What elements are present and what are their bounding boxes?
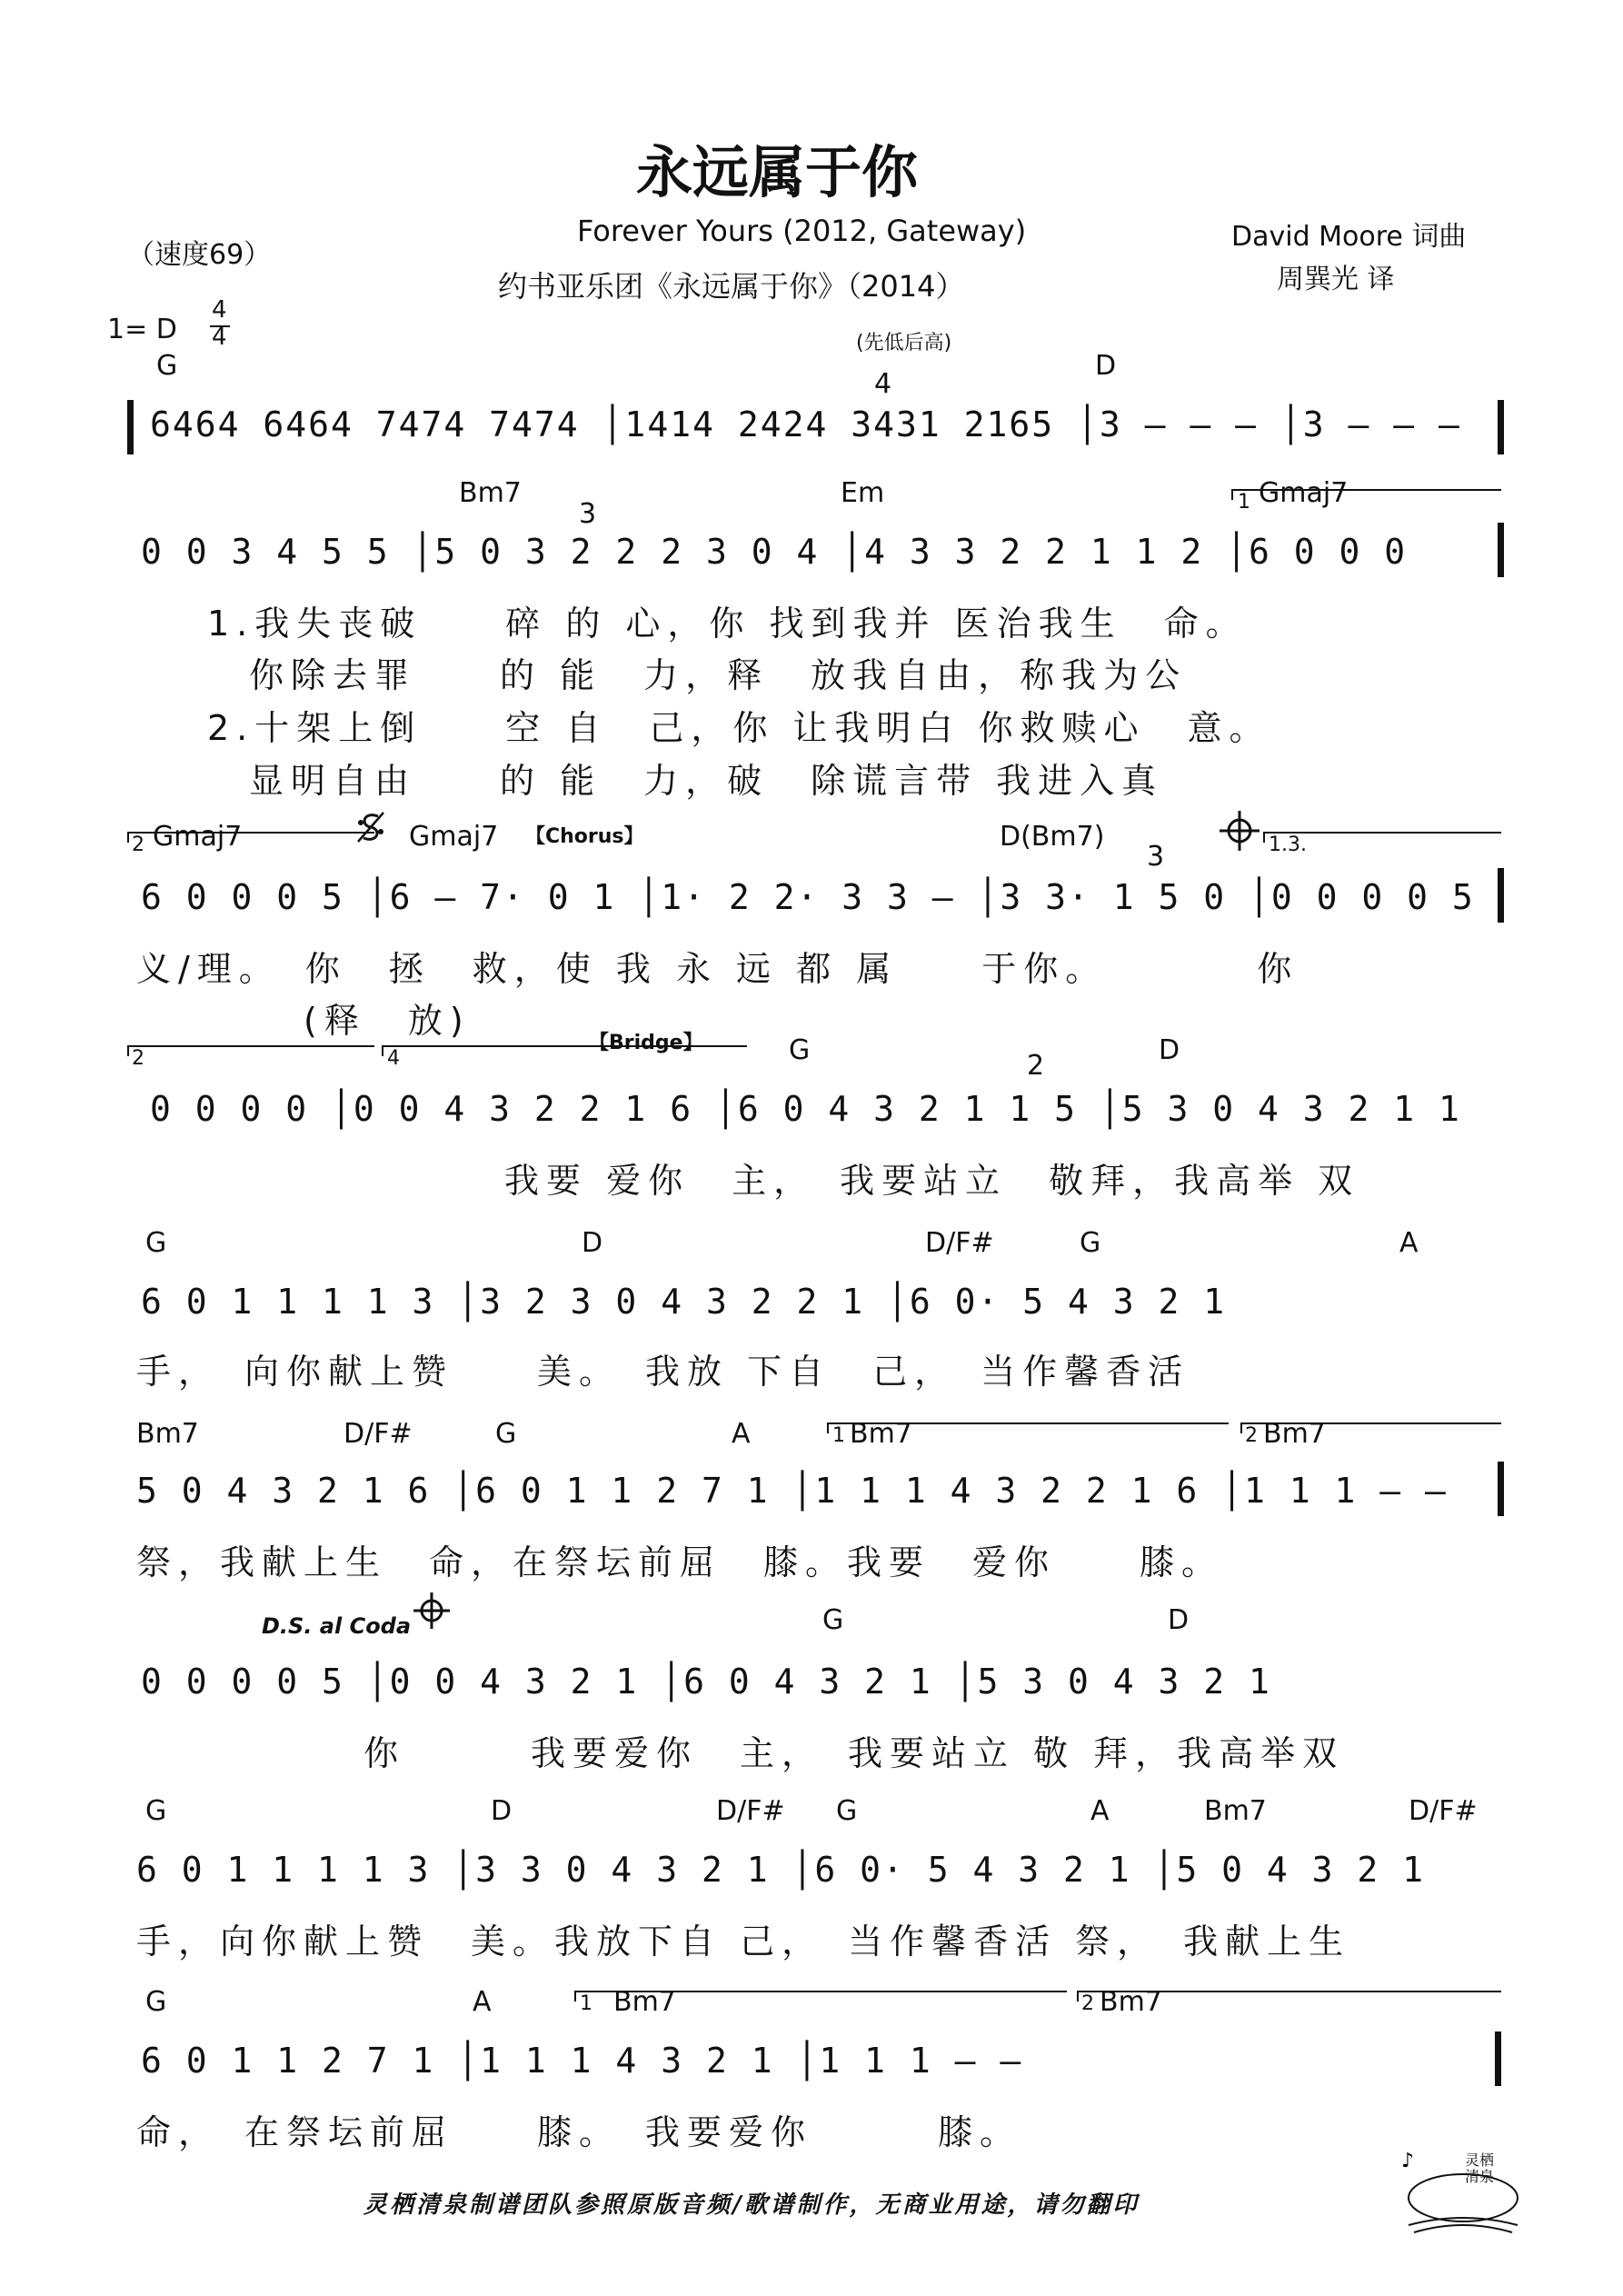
lyric-line: 义/理。 你 拯 救，使 我 永 远 都 属 于你。 你 (136, 949, 1299, 989)
composer: David Moore 词曲 (1231, 221, 1467, 253)
chord-label: D (491, 1795, 513, 1827)
chord-label: D (1168, 1604, 1190, 1636)
footer-note: 灵栖清泉制谱团队参照原版音频/歌谱制作，无商业用途，请勿翻印 (363, 2191, 1140, 2219)
volta-number: 2 (132, 834, 144, 856)
lyric-line: 你 我要爱你 主， 我要站立 敬 拜，我高举双 (363, 1733, 1345, 1773)
footer-logo (1381, 2136, 1545, 2236)
notes-line: 6 0 1 1 2 7 1 │1 1 1 4 3 2 1 │1 1 1 — — (141, 2041, 1023, 2081)
coda-icon (413, 1592, 450, 1629)
chord-label: Bm7 (459, 477, 522, 509)
repeat-end-barline (1498, 868, 1504, 923)
chord-label: A (1399, 1227, 1419, 1259)
lyric-line: 1.我失丧破 碎 的 心，你 找到我并 医治我生 命。 (207, 604, 1248, 644)
volta-number: 4 (387, 1047, 400, 1070)
chord-label: Gmaj7 (153, 821, 243, 853)
chord-label: G (156, 350, 178, 382)
song-title: 永远属于你 (636, 139, 919, 205)
tempo: （速度69） (127, 239, 272, 271)
upper-digit: 3 (1147, 841, 1165, 873)
chord-label: G (822, 1604, 844, 1636)
repeat-end-barline (1498, 523, 1504, 577)
volta-bracket (127, 1045, 374, 1056)
chord-label: A (732, 1418, 751, 1450)
lyric-line: 手， 向你献上赞 美。 我放 下自 己， 当作馨香活 (136, 1352, 1190, 1392)
lyric-line: 祭，我献上生 命，在祭坛前屈 膝。我要 爱你 膝。 (136, 1542, 1224, 1582)
chord-label: G (145, 1986, 167, 2018)
chord-label: Bm7 (136, 1418, 199, 1450)
chord-label: Em (841, 477, 885, 509)
chord-label: Bm7 (850, 1418, 912, 1450)
logo-text: 灵栖清泉 (1465, 2151, 1495, 2185)
volta-number: 2 (1081, 1992, 1094, 2015)
upper-digit: 2 (1027, 1050, 1045, 1082)
notes-line: 5 0 4 3 2 1 6 │6 0 1 1 2 7 1 │1 1 1 4 3 2 2 1 6 │1 1 1 — — (136, 1471, 1448, 1511)
annotation: (先低后高) (856, 332, 952, 354)
svg-text:♪: ♪ (1401, 2150, 1415, 2172)
notes-line: 6 0 0 0 5 │6 — 7· 0 1 │1· 2 2· 3 3 — │3 3· 1 5 0 │0 0 0 0 5 (141, 877, 1475, 917)
chord-label: D/F# (925, 1227, 994, 1259)
chord-label: Bm7 (1204, 1795, 1267, 1827)
repeat-end-barline (1498, 1462, 1504, 1516)
volta-number: 2 (1245, 1424, 1258, 1447)
chord-label: D (1159, 1034, 1180, 1066)
repeat-start-barline (127, 400, 134, 454)
chord-label: G (495, 1418, 517, 1450)
chord-label: D/F# (1409, 1795, 1478, 1827)
lyric-line: 命， 在祭坛前屈 膝。 我要爱你 膝。 (136, 2112, 1022, 2152)
chord-label: G (836, 1795, 858, 1827)
coda-icon (1220, 811, 1260, 851)
time-signature-bottom: 4 (212, 324, 227, 351)
chord-label: Bm7 (613, 1986, 676, 2018)
volta-number: 2 (132, 1047, 144, 1070)
chord-label: Bm7 (1100, 1986, 1162, 2018)
segno-icon (354, 809, 387, 845)
notes-line: 0 0 3 4 5 5 │5 0 3 2 2 2 3 0 4 │4 3 3 2 2 1 1 2 │6 0 0 0 (141, 532, 1408, 572)
notes-line: 0 0 0 0 5 │0 0 4 3 2 1 │6 0 4 3 2 1 │5 3 0 4 3 2 1 (141, 1662, 1271, 1702)
final-barline (1495, 2031, 1501, 2086)
lyric-line: (释 放) (136, 1001, 471, 1041)
volta-number: 1 (832, 1424, 845, 1447)
chord-label: Gmaj7 (409, 821, 499, 853)
chord-label: D/F# (344, 1418, 413, 1450)
chorus-tag: 【Chorus】 (525, 825, 644, 848)
notes-line: 6464 6464 7474 7474 │1414 2424 3431 2165 │3 — — — │3 — — — (150, 404, 1461, 444)
chord-label: Bm7 (1263, 1418, 1326, 1450)
chord-label: D(Bm7) (1000, 821, 1105, 853)
sheep-logo-icon (1381, 2136, 1545, 2236)
key-signature: 1= D (107, 314, 177, 345)
time-signature-top: 4 (212, 296, 227, 324)
lyric-line: 手，向你献上赞 美。我放下自 己， 当作馨香活 祭， 我献上生 (136, 1922, 1351, 1962)
volta-number: 1.3. (1269, 834, 1307, 856)
lyric-line: 你除去罪 的 能 力，释 放我自由，称我为公 (207, 655, 1188, 695)
chord-label: D (582, 1227, 603, 1259)
chord-label: G (789, 1034, 811, 1066)
volta-number: 1 (580, 1992, 592, 2015)
lyric-line: 我要 爱你 主， 我要站立 敬拜，我高举 双 (504, 1161, 1360, 1201)
chord-label: D (1095, 350, 1117, 382)
upper-digit: 4 (874, 368, 892, 400)
chord-label: G (1080, 1227, 1101, 1259)
subtitle-chinese: 约书亚乐团《永远属于你》（2014） (498, 269, 965, 304)
notes-line: 6 0 1 1 1 1 3 │3 2 3 0 4 3 2 2 1 │6 0· 5 4 3 2 1 (141, 1282, 1227, 1322)
repeat-end-barline (1498, 400, 1504, 454)
chord-label: G (145, 1795, 167, 1827)
chord-label: D/F# (716, 1795, 785, 1827)
lyric-line: 显明自由 的 能 力，破 除谎言带 我进入真 (207, 761, 1164, 801)
notes-line: 6 0 1 1 1 1 3 │3 3 0 4 3 2 1 │6 0· 5 4 3 2 1 │5 0 4 3 2 1 (136, 1850, 1426, 1890)
ds-al-coda: D.S. al Coda (262, 1613, 412, 1639)
translator: 周巽光 译 (1277, 264, 1395, 295)
upper-digit: 3 (579, 498, 597, 530)
bridge-tag: 【Bridge】 (589, 1032, 703, 1054)
chord-label: A (1090, 1795, 1110, 1827)
chord-label: G (145, 1227, 167, 1259)
volta-number: 1 (1238, 491, 1250, 514)
notes-line: 0 0 0 0 │0 0 4 3 2 2 1 6 │6 0 4 3 2 1 1 5 │5 3 0 4 3 2 1 1 (150, 1089, 1461, 1129)
chord-label: Gmaj7 (1259, 477, 1349, 509)
lyric-line: 2.十架上倒 空 自 己，你 让我明白 你救赎心 意。 (207, 708, 1271, 748)
subtitle-english: Forever Yours (2012, Gateway) (577, 214, 1027, 248)
chord-label: A (473, 1986, 492, 2018)
